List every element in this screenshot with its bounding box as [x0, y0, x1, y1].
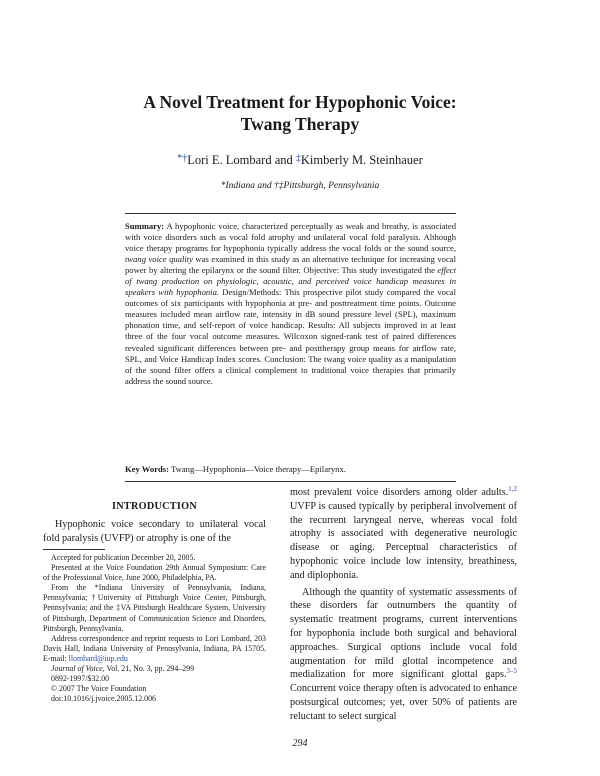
footnote-journal — [43, 664, 266, 674]
abstract-italic-2: effect of twang production on physiologic, acoustic, and perceived voice handicap measures in speakers with hypophonia. — [125, 265, 456, 298]
journal-name: Journal of Voice — [51, 664, 103, 674]
title-line-2: Twang Therapy — [240, 114, 360, 134]
keywords-label: Key Words: — [125, 464, 170, 474]
keywords — [125, 464, 456, 474]
citation-1-2[interactable]: 1,2 — [508, 485, 517, 493]
right-paragraph-2-text-a: Although the quantity of systematic assessments of these disorders far outnumbers the quantity of systematic treatment programs, current interventions for hypophonia include both surgical and behavioral approaches. Surgical options include vocal fold augmentation for mild glottal incompetence and medialization for more significant glottal gaps. — [290, 586, 517, 681]
abstract-bottom-rule — [125, 481, 456, 482]
author-2-name: Kimberly M. Steinhauer — [300, 153, 423, 167]
author-line — [0, 153, 600, 168]
footnotes — [43, 553, 266, 704]
author-1-name: Lori E. Lombard — [187, 153, 272, 167]
right-column — [290, 486, 517, 724]
affiliation-line: *Indiana and †‡Pittsburgh, Pennsylvania — [220, 181, 380, 191]
footnote-from: From the *Indiana University of Pennsylvania, Indiana, Pennsylvania; †University of Pittsburgh Voice Center, Pittsburgh, Pennsylvania; and the ‡VA Pittsburgh Healthcare System, University of Pittsburgh, Department of Communication Science and Disorders, Pittsburgh, Pennsylvania. — [43, 583, 266, 633]
email-link[interactable]: llombard@iup.edu — [68, 653, 128, 663]
footnote-accepted: Accepted for publication December 20, 2005. — [51, 553, 196, 562]
intro-paragraph: Hypophonic voice secondary to unilateral vocal fold paralysis (UVFP) or atrophy is one of the — [43, 518, 266, 544]
right-paragraph-2 — [290, 586, 517, 724]
right-paragraph-1-text-b: UVFP is caused typically by peripheral involvement of the recurrent laryngeal nerve, whereas vocal fold atrophy is associated with degenerative neurologic disease or aging. Perceptual characteristics of hypophonic voice include low intensity, breathiness, and diplophonia. — [290, 500, 517, 581]
abstract-text-3: Design/Methods: This prospective pilot study compared the vocal outcomes of six participants with hypophonia at pre- and posttreatment time points. Outcome measures included mean airflow rate, intensity in dB sound pressure level (SPL), maximum phonation time, and self-report of voice handicap. Results: All subjects improved in at least three of the four vocal outcome measures. Wilcoxon signed-rank test of paired differences revealed significant differences between pre- and posttherapy group means for airflow rate, SPL, and Voice Handicap Index scores. Conclusion: The twang voice quality as a manipulation of the sound filter offers a clinical complement to traditional voice therapies that primarily address the sound source. — [125, 287, 456, 386]
journal-volume: , Vol. 21, No. 3, pp. 294–299 — [102, 664, 195, 674]
footnote-rule — [43, 549, 105, 550]
right-paragraph-1-text-a: most prevalent voice disorders among older adults. — [290, 487, 509, 498]
article-title — [0, 91, 600, 135]
abstract — [125, 221, 456, 387]
abstract-italic-1: twang voice quality — [125, 254, 193, 265]
author-2-affiliation-mark[interactable]: ‡ — [295, 153, 301, 164]
abstract-text-1: A hypophonic voice, characterized perceptually as weak and breathy, is associated with voice disorders such as vocal fold atrophy and unilateral vocal fold paralysis. Although voice therapy programs for hypophonia typically address the vocal folds or the sound source, — [125, 221, 456, 254]
author-1-affiliation-marks[interactable]: *† — [177, 153, 188, 164]
section-heading-introduction: INTRODUCTION — [111, 501, 198, 512]
summary-label: Summary: — [125, 221, 165, 231]
page-number: 294 — [292, 738, 308, 749]
footnote-doi: doi:10.1016/j.jvoice.2005.12.006 — [51, 694, 156, 704]
right-paragraph-2-text-b: Concurrent voice therapy often is advocated to enhance postsurgical outcomes; yet, over 50% of patients are reluctant to select surgical — [290, 683, 517, 722]
abstract-text-2: was examined in this study as an alternative technique for increasing vocal power by altering the epilarynx or the sound filter. Objective: This study investigated the — [125, 254, 456, 276]
footnote-issn: 0892-1997/$32.00 — [51, 674, 110, 684]
footnote-address-text: Address correspondence and reprint requests to Lori Lombard, 203 Davis Hall, Indiana University of Pennsylvania, Indiana, PA 15705. E-mail: — [43, 633, 266, 663]
footnote-copyright: © 2007 The Voice Foundation — [51, 684, 147, 694]
keywords-text: Twang—Hypophonia—Voice therapy—Epilarynx. — [169, 464, 346, 474]
title-line-1: A Novel Treatment for Hypophonic Voice: — [143, 92, 457, 112]
left-column — [43, 500, 266, 545]
footnote-presented: Presented at the Voice Foundation 29th Annual Symposium: Care of the Professional Voice, June 2000, Philadelphia, PA. — [43, 563, 266, 583]
author-joiner: and — [271, 153, 296, 167]
abstract-top-rule — [125, 213, 456, 214]
right-paragraph-1 — [290, 486, 517, 583]
footnote-address — [43, 634, 266, 664]
citation-3-5[interactable]: 3–5 — [506, 667, 517, 676]
